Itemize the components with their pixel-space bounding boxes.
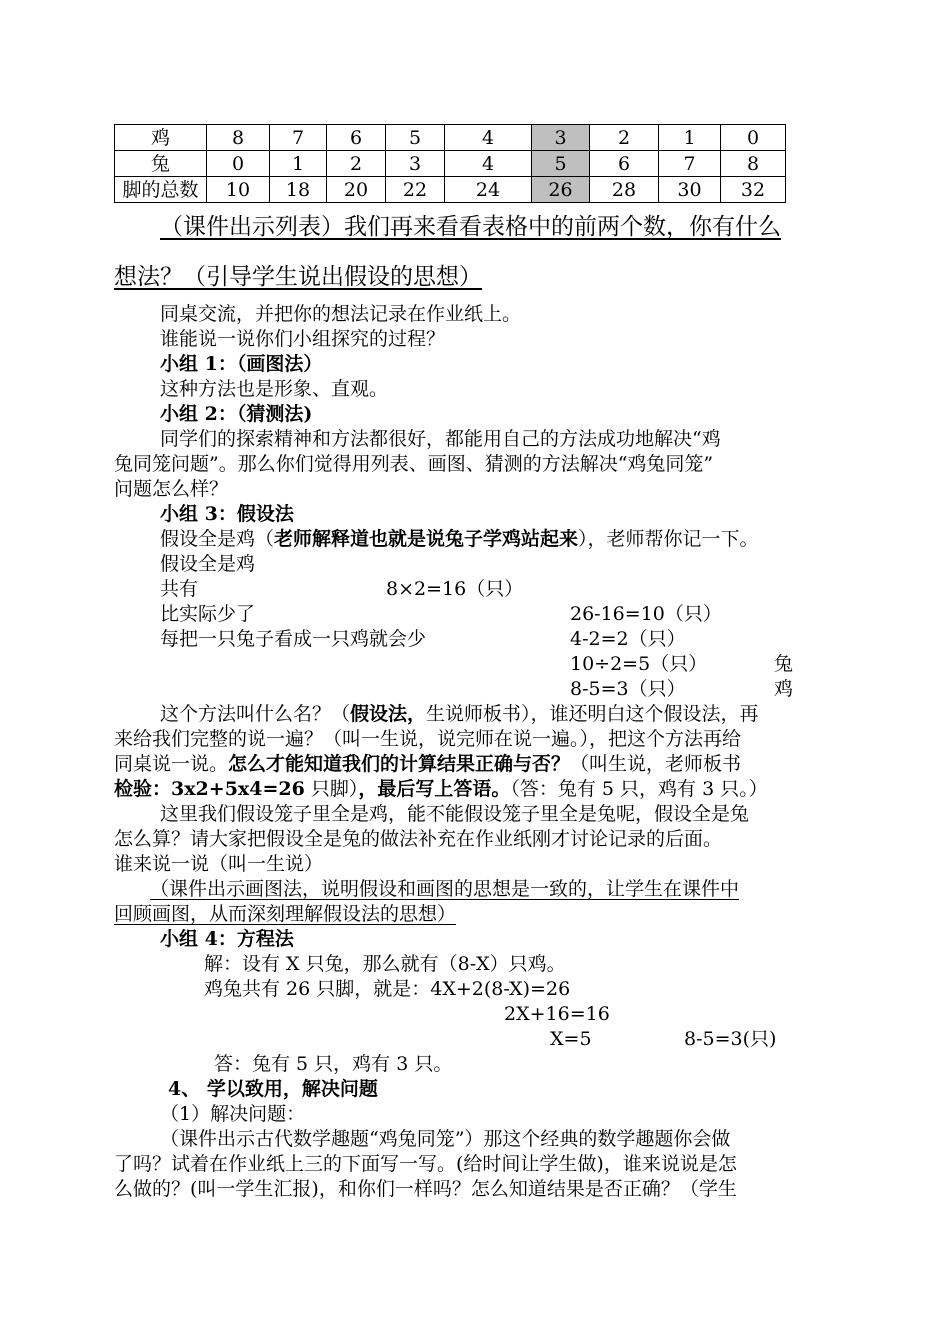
section-4-line-3: 么做的？(叫一学生汇报)，和你们一样吗？怎么知道结果是否正确？（学生 <box>114 1178 737 1200</box>
courseware-line-1: （课件出示画图法，说明假设和画图的思想是一致的，让学生在课件中 <box>150 878 740 900</box>
group-2-line-3: 问题怎么样？ <box>114 478 229 500</box>
calc-3-expr: 4-2=2（只） <box>570 628 686 650</box>
table-cell: 8 <box>207 125 270 151</box>
group-1-title: 小组 1：（画图法） <box>160 353 323 375</box>
calc-1-expr: 8×2=16（只） <box>386 578 524 600</box>
table-row <box>115 177 786 203</box>
table-cell: 0 <box>721 125 786 151</box>
calc-4-expr: 10÷2=5（只） <box>570 653 708 675</box>
table-cell: 20 <box>327 177 386 203</box>
chicken-rabbit-table <box>114 124 786 203</box>
section-4-subtitle: （1）解决问题： <box>160 1103 306 1125</box>
table-cell: 3 <box>532 125 590 151</box>
section-4-title: 4、 学以致用，解决问题 <box>168 1078 378 1100</box>
equation-answer: 答：兔有 5 只，鸡有 3 只。 <box>214 1053 453 1075</box>
table-cell: 32 <box>721 177 786 203</box>
table-cell: 5 <box>532 151 590 177</box>
table-cell: 26 <box>532 177 590 203</box>
table-cell: 2 <box>590 125 659 151</box>
equation-line-3: 2X+16=16 <box>504 1003 610 1025</box>
courseware-line-2: 回顾画图，从而深刻理解假设法的思想） <box>114 903 457 925</box>
group-3-line-1: 假设全是鸡（老师解释道也就是说兔子学鸡站起来），老师帮你记一下。 <box>160 528 759 550</box>
row-label: 脚的总数 <box>115 177 207 203</box>
explain-line-1: 这个方法叫什么名？（假设法，生说师板书），谁还明白这个假设法，再 <box>160 703 759 725</box>
paragraph-exchange: 同桌交流，并把你的想法记录在作业纸上。 <box>160 303 522 325</box>
table-cell: 5 <box>386 125 445 151</box>
calc-3-label: 每把一只兔子看成一只鸡就会少 <box>160 628 427 650</box>
explain-line-3: 同桌说一说。怎么才能知道我们的计算结果正确与否？（叫生说，老师板书 <box>114 753 742 775</box>
calc-2-label: 比实际少了 <box>160 603 256 625</box>
group-2-line-1: 同学们的探索精神和方法都很好，都能用自己的方法成功地解决“鸡 <box>160 428 721 450</box>
section-4-line-1: （课件出示古代数学趣题“鸡兔同笼”）那这个经典的数学趣题你会做 <box>160 1128 731 1150</box>
table-cell: 3 <box>386 151 445 177</box>
rabbit-line-1: 这里我们假设笼子里全是鸡，能不能假设笼子里全是兔呢，假设全是兔 <box>160 803 750 825</box>
group-2-title: 小组 2：（猜测法) <box>160 403 313 425</box>
table-cell: 7 <box>270 125 327 151</box>
group-4-title: 小组 4：方程法 <box>160 928 294 950</box>
table-cell: 28 <box>590 177 659 203</box>
table-cell: 8 <box>721 151 786 177</box>
group-3-line-2: 假设全是鸡 <box>160 553 256 575</box>
table-row <box>115 125 786 151</box>
group-3-title: 小组 3：假设法 <box>160 503 294 525</box>
table-cell: 7 <box>659 151 721 177</box>
table-cell: 6 <box>590 151 659 177</box>
equation-line-4a: X=5 <box>550 1028 592 1050</box>
row-label: 鸡 <box>115 125 207 151</box>
calc-2-expr: 26-16=10（只） <box>570 603 722 625</box>
intro-line-2: 想法？（引导学生说出假设的思想） <box>114 264 482 290</box>
row-label: 兔 <box>115 151 207 177</box>
explain-line-2: 来给我们完整的说一遍？（叫一生说，说完师在说一遍。），把这个方法再给 <box>114 728 742 750</box>
explain-line-4: 检验：3x2+5x4=26 只脚），最后写上答语。（答：兔有 5 只，鸡有 3 只。） <box>114 778 768 800</box>
table-cell: 24 <box>445 177 532 203</box>
table-cell: 18 <box>270 177 327 203</box>
table-cell: 22 <box>386 177 445 203</box>
rabbit-line-3: 谁来说一说（叫一生说） <box>114 853 324 875</box>
group-1-text: 这种方法也是形象、直观。 <box>160 378 389 400</box>
table-cell: 30 <box>659 177 721 203</box>
calc-4-note: 兔 <box>774 653 794 675</box>
equation-line-2: 鸡兔共有 26 只脚，就是：4X+2(8-X)=26 <box>204 978 571 1000</box>
equation-line-4b: 8-5=3(只) <box>684 1028 777 1050</box>
group-2-line-2: 兔同笼问题”。那么你们觉得用列表、画图、猜测的方法解决“鸡兔同笼” <box>114 453 714 475</box>
table-cell: 10 <box>207 177 270 203</box>
rabbit-line-2: 怎么算？请大家把假设全是兔的做法补充在作业纸刚才讨论记录的后面。 <box>114 828 723 850</box>
equation-line-1: 解：设有 X 只兔，那么就有（8-X）只鸡。 <box>204 953 566 975</box>
table-cell: 0 <box>207 151 270 177</box>
table-cell: 6 <box>327 125 386 151</box>
table-cell: 1 <box>659 125 721 151</box>
table-cell: 4 <box>445 125 532 151</box>
section-4-line-2: 了吗？试着在作业纸上三的下面写一写。(给时间让学生做)，谁来说说是怎 <box>114 1153 737 1175</box>
table-cell: 4 <box>445 151 532 177</box>
calc-5-note: 鸡 <box>774 678 794 700</box>
calc-5-expr: 8-5=3（只） <box>570 678 686 700</box>
paragraph-question: 谁能说一说你们小组探究的过程？ <box>160 328 446 350</box>
table-cell: 1 <box>270 151 327 177</box>
calc-1-label: 共有 <box>160 578 199 600</box>
table-cell: 2 <box>327 151 386 177</box>
intro-line-1: （课件出示列表）我们再来看看表格中的前两个数，你有什么 <box>160 214 781 240</box>
table-row <box>115 151 786 177</box>
